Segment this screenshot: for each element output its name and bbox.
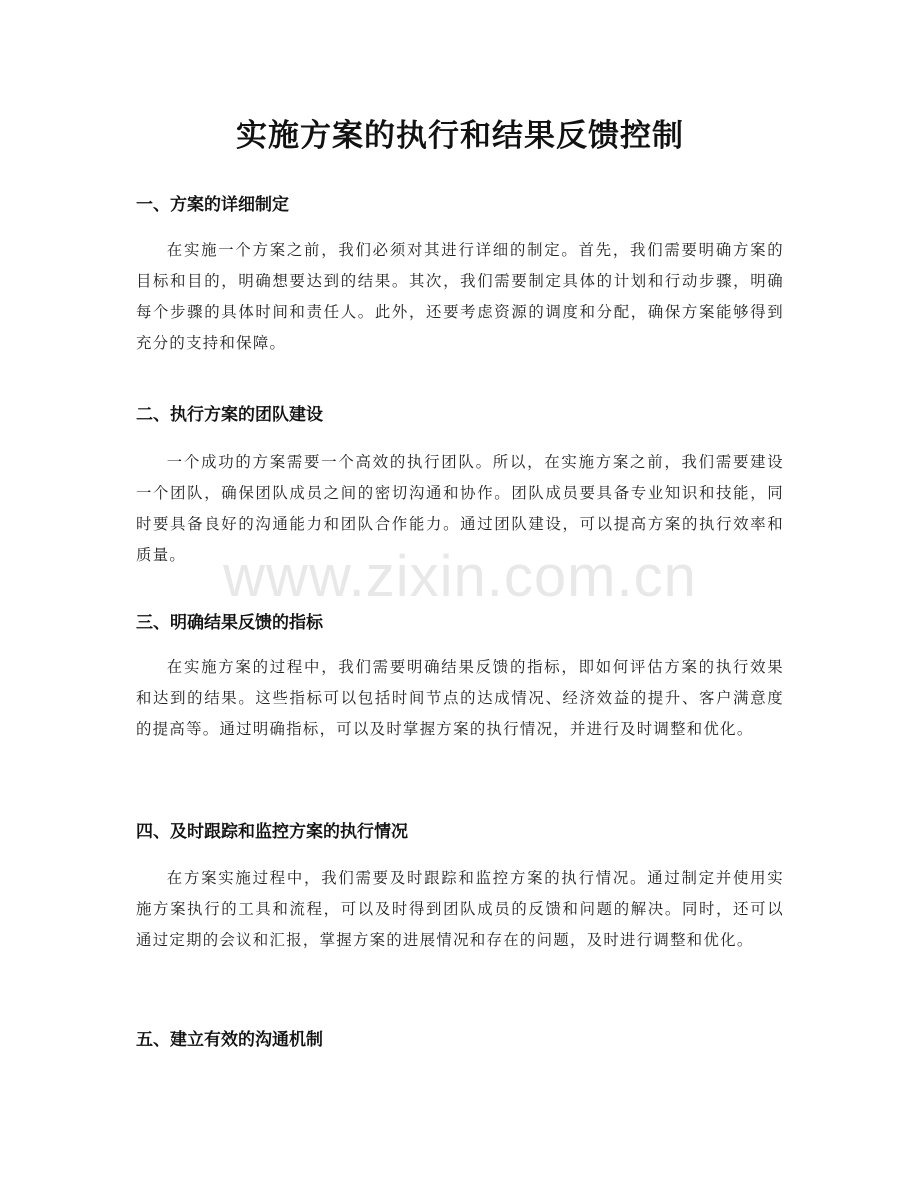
section-4-paragraph: 在方案实施过程中，我们需要及时跟踪和监控方案的执行情况。通过制定并使用实施方案执行的工具和流程，可以及时得到团队成员的反馈和问题的解决。同时，还可以通过定期的会议和汇报，掌握方案的进展情况和存在的问题，及时进行调整和优化。	[136, 869, 784, 949]
section-2-paragraph: 一个成功的方案需要一个高效的执行团队。所以，在实施方案之前，我们需要建设一个团队，确保团队成员之间的密切沟通和协作。团队成员要具备专业知识和技能，同时要具备良好的沟通能力和团队合作能力。通过团队建设，可以提高方案的执行效率和质量。	[136, 453, 784, 564]
section-4-heading: 四、及时跟踪和监控方案的执行情况	[136, 822, 408, 842]
section-3-heading: 三、明确结果反馈的指标	[136, 613, 323, 633]
section-1-heading: 一、方案的详细制定	[136, 195, 289, 215]
document-title: 实施方案的执行和结果反馈控制	[236, 118, 684, 154]
section-2-heading: 二、执行方案的团队建设	[136, 405, 323, 425]
section-5-heading: 五、建立有效的沟通机制	[136, 1030, 323, 1050]
section-1-paragraph: 在实施一个方案之前，我们必须对其进行详细的制定。首先，我们需要明确方案的目标和目的，明确想要达到的结果。其次，我们需要制定具体的计划和行动步骤，明确每个步骤的具体时间和责任人。此外，还要考虑资源的调度和分配，确保方案能够得到充分的支持和保障。	[136, 241, 784, 352]
watermark: www.zixin.com.cn	[223, 544, 697, 609]
section-3-paragraph: 在实施方案的过程中，我们需要明确结果反馈的指标，即如何评估方案的执行效果和达到的结果。这些指标可以包括时间节点的达成情况、经济效益的提升、客户满意度的提高等。通过明确指标，可以及时掌握方案的执行情况，并进行及时调整和优化。	[136, 658, 784, 738]
